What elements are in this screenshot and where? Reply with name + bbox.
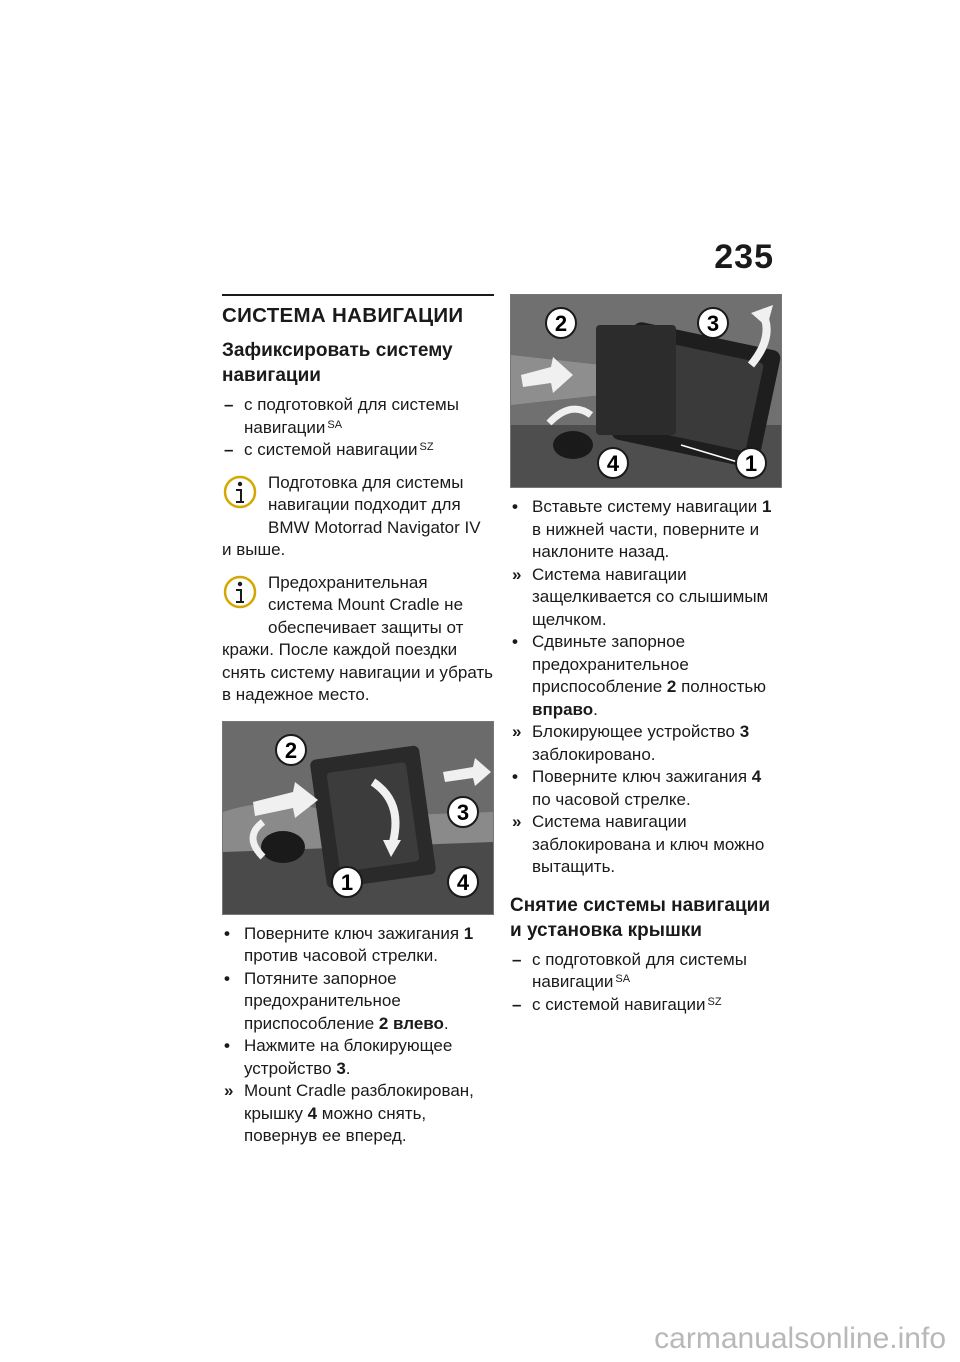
steps-list-right: [510, 496, 780, 879]
label-3: 3: [456, 799, 470, 825]
label-3: 3: [706, 311, 720, 336]
left-column: [222, 294, 494, 1148]
subheading-remove: Снятие системы навигации и установка крышки: [510, 894, 771, 941]
list-item: – с системой навигации $^{SZ}$: [224, 440, 434, 459]
list-item: – с системой навигации $^{SZ}$: [512, 994, 722, 1014]
note-text: Подготовка для системы навигации подходит для BMW Motorrad Navigator IV и выше.: [222, 472, 481, 559]
options-list-left: [222, 394, 494, 462]
label-1: 1: [744, 451, 758, 476]
info-note: [222, 472, 494, 562]
section-title: СИСТЕМА НАВИГАЦИИ: [222, 294, 494, 328]
info-note: [222, 572, 494, 707]
list-item: • Сдвиньте запорное предохранительное приспособление 2 полностью вправо.: [512, 632, 767, 719]
right-column: [510, 294, 780, 1016]
list-item: • Поверните ключ зажигания 4 по часовой стрелке.: [512, 767, 762, 809]
list-item: • Вставьте систему навигации 1 в нижней части, поверните и наклоните назад.: [512, 497, 772, 561]
label-4: 4: [606, 451, 620, 476]
list-item: – с подготовкой для системы навигации $^{SA}$: [224, 395, 459, 437]
list-item: » Система навигации защелкивается со слышимым щелчком.: [512, 564, 769, 629]
list-item: • Потяните запорное предохранительное приспособление 2 влево.: [224, 968, 449, 1033]
info-icon: [222, 572, 262, 620]
subheading-fix: Зафиксировать систему навигации: [222, 340, 453, 386]
label-1: 1: [340, 869, 354, 895]
list-item: – с подготовкой для системы навигации $^{SA}$: [512, 949, 747, 991]
steps-list-left: [222, 923, 494, 1148]
list-item: » Система навигации заблокирована и ключ можно вытащить.: [512, 812, 765, 876]
info-icon: [222, 472, 262, 520]
label-2: 2: [554, 311, 568, 336]
label-2: 2: [284, 737, 298, 763]
note-text: Предохранительная система Mount Cradle не обеспечивает защиты от кражи. После каждой поездки снять систему навигации и убрать в надежное место.: [222, 572, 494, 704]
list-item: » Mount Cradle разблокирован, крышку 4 можно снять, повернув ее вперед.: [224, 1081, 474, 1145]
label-4: 4: [456, 869, 470, 895]
watermark: carmanualsonline.info: [654, 1322, 946, 1355]
page-number: 235: [714, 238, 774, 276]
figure-insert-navigator: [510, 294, 782, 488]
list-item: • Нажмите на блокирующее устройство 3.: [224, 1036, 453, 1078]
options-list-right: [510, 949, 780, 1017]
figure-unlock-cradle: [222, 721, 494, 915]
list-item: » Блокирующее устройство 3 заблокировано.: [512, 722, 750, 764]
list-item: • Поверните ключ зажигания 1 против часовой стрелки.: [224, 923, 474, 965]
